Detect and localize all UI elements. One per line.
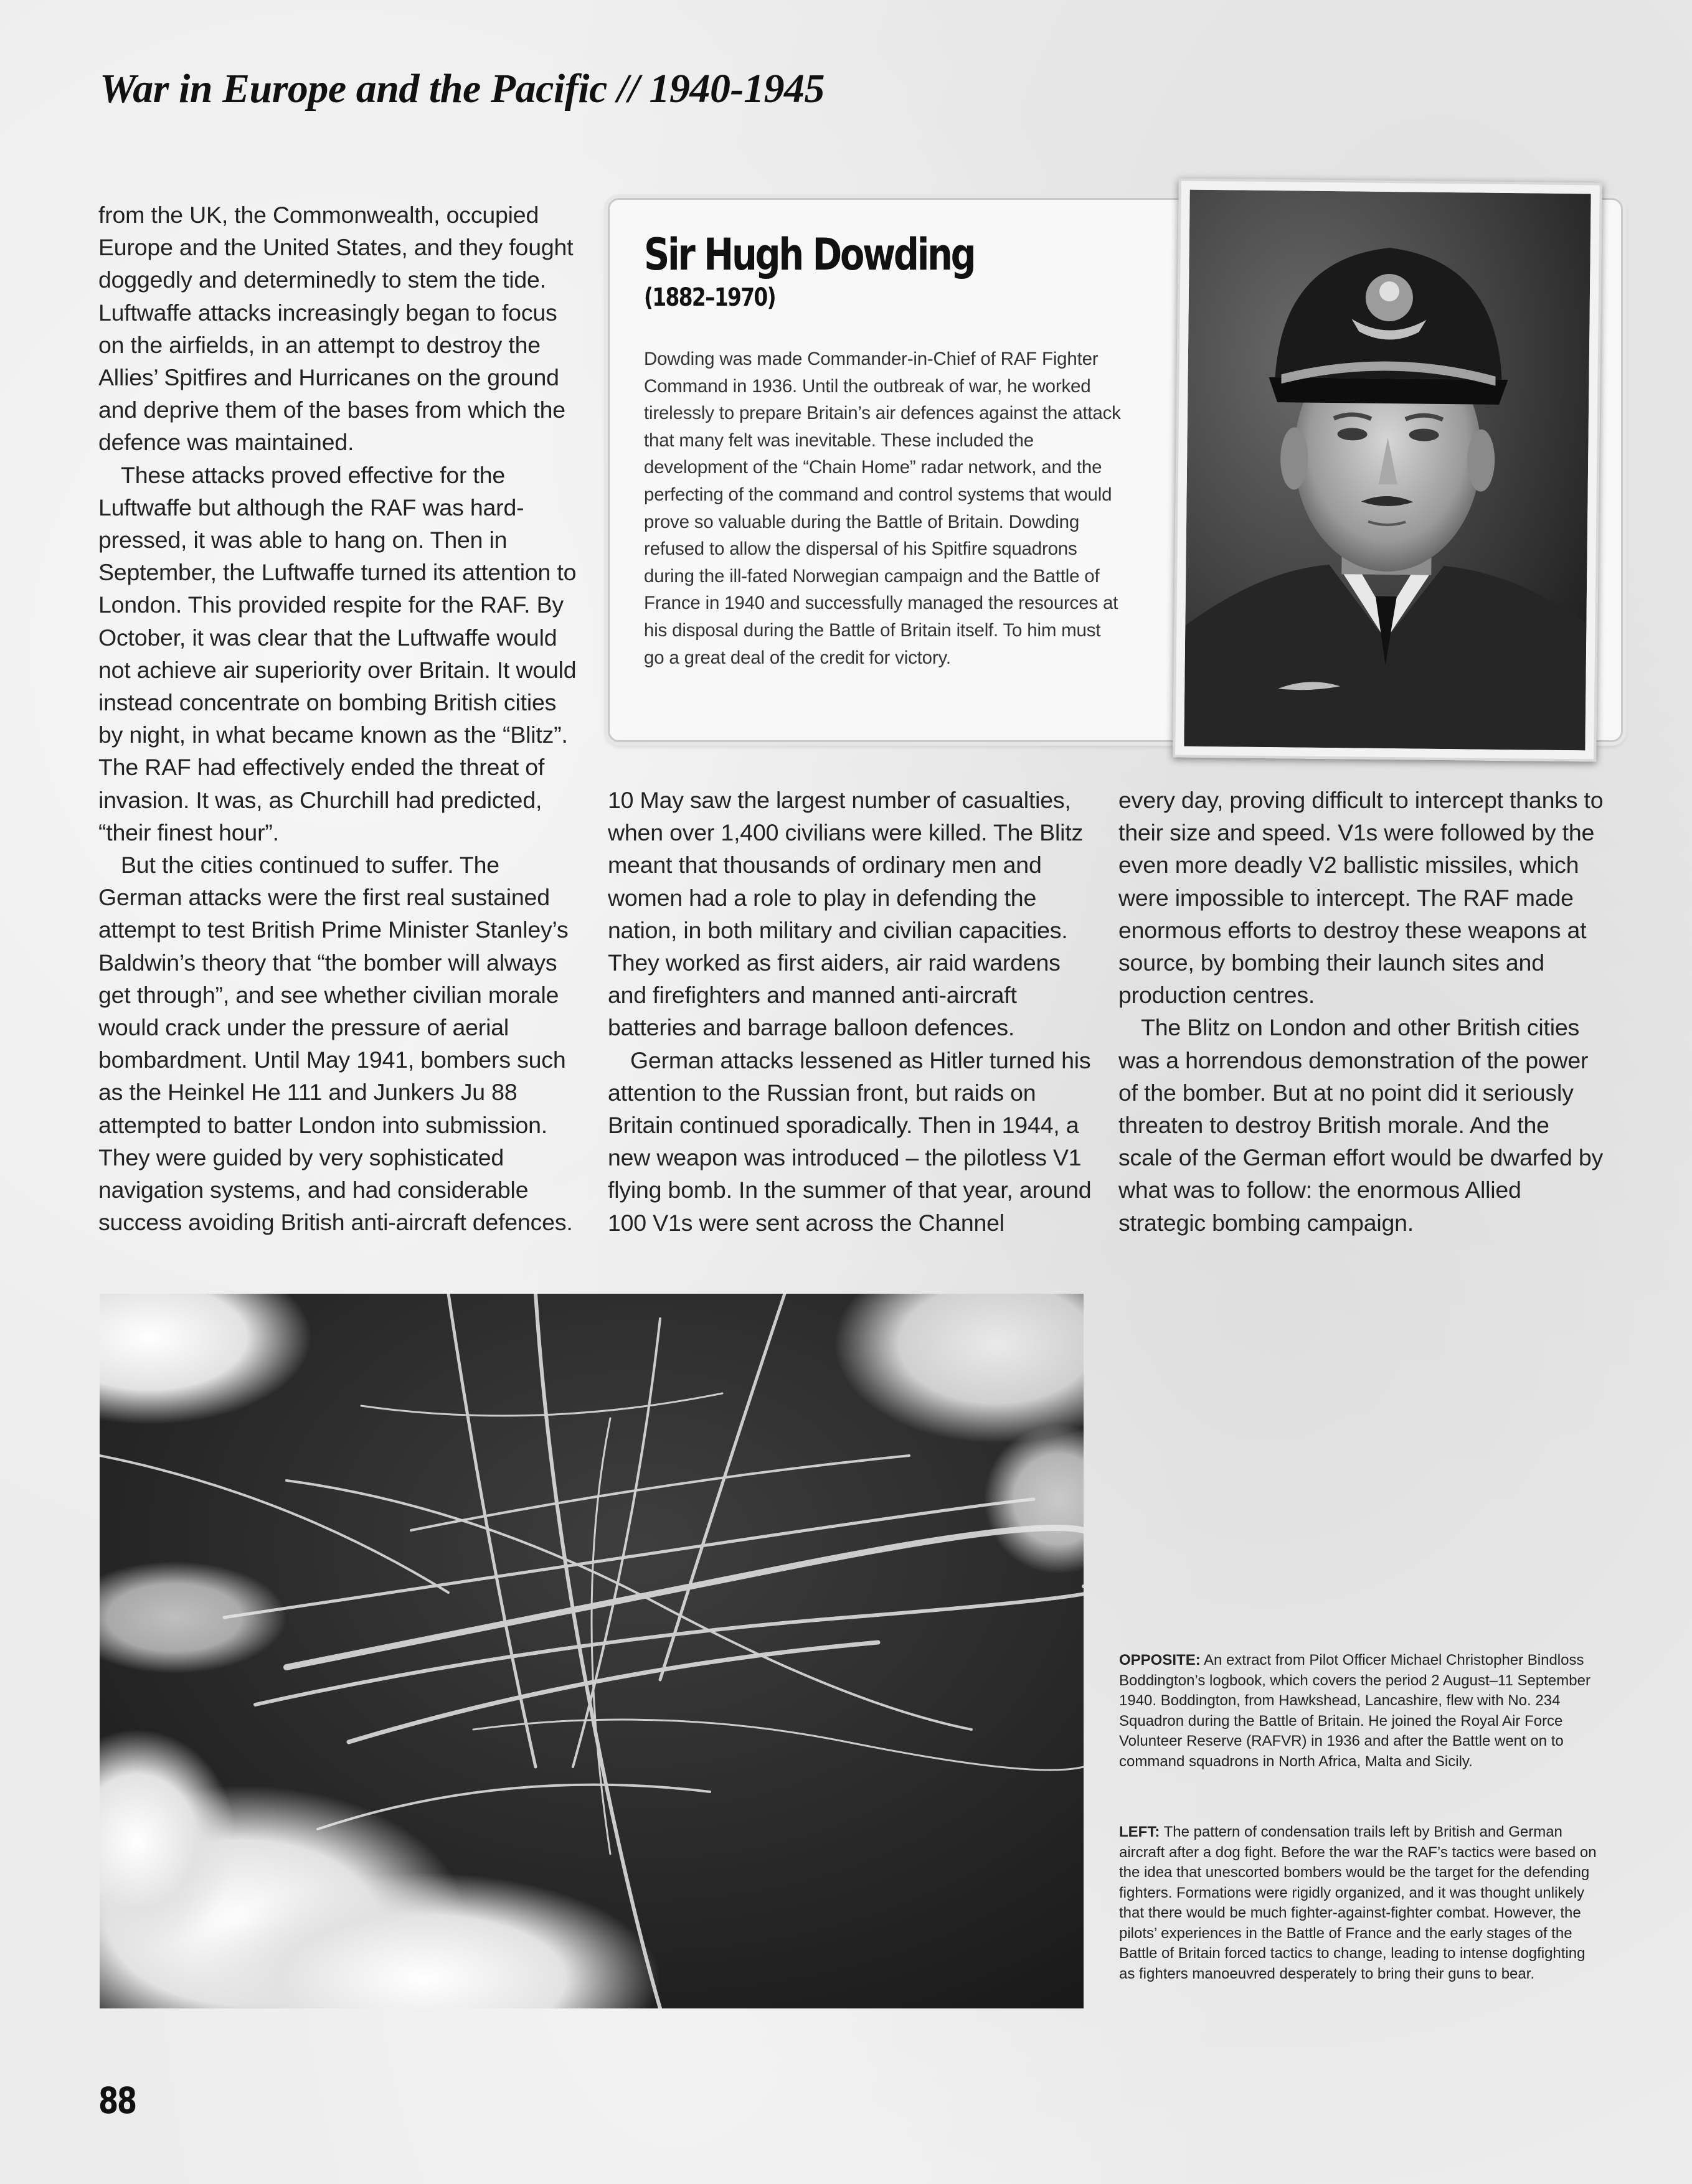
paragraph: from the UK, the Commonwealth, occupied Europe and the United States, and they fought doggedly and determinedly to stem the tide. Luftwaffe attacks increasingly began to focus on the airfields, in an attempt to destroy the Allies’ Spitfires and Hurricanes on the ground and deprive them of the bases from which the defence was maintained. — [98, 202, 574, 456]
caption-label: LEFT: — [1119, 1824, 1160, 1840]
body-column-3 — [1118, 784, 1604, 1239]
contrail-dogfight-photo — [100, 1294, 1084, 2008]
paragraph: The Blitz on London and other British cities was a horrendous demonstration of the power of the bomber. But at no point did it seriously threaten to destroy British morale. And the scale of the German effort would be dwarfed by what was to follow: the enormous Allied strategic bombing campaign. — [1118, 1014, 1604, 1236]
contrail-image — [100, 1294, 1084, 2008]
portrait-image — [1184, 190, 1590, 751]
caption-opposite — [1119, 1650, 1599, 1772]
sidebar-title: Sir Hugh Dowding — [644, 229, 975, 280]
paragraph: German attacks lessened as Hitler turned his attention to the Russian front, but raids on Britain continued sporadically. Then in 1944, a new weapon was introduced – the pilotless V1 flying bomb. In the summer of that year, around 100 V1s were sent across the Channel — [608, 1047, 1092, 1236]
paragraph: 10 May saw the largest number of casualties, when over 1,400 civilians were killed. The Blitz meant that thousands of ordinary men and women had a role to play in defending the nation, in both military and civilian capacities. They worked as first aiders, air raid wardens and firefighters and manned anti-aircraft batteries and barrage balloon defences. — [608, 787, 1083, 1041]
body-column-1 — [98, 199, 584, 1239]
paragraph: But the cities continued to suffer. The German attacks were the first real sustained attempt to test British Prime Minister Stanley’s Baldwin’s theory that “the bomber will always get through”, and see whether civilian morale would crack under the pressure of aerial bombardment. Until May 1941, bombers such as the Heinkel He 111 and Junkers Ju 88 attempted to batter London into submission. They were guided by very sophisticated navigation systems, and had considerable success avoiding British anti-aircraft defences. — [98, 852, 573, 1236]
paragraph: every day, proving difficult to intercept thanks to their size and speed. V1s were followed by the even more deadly V2 ballistic missiles, which were impossible to intercept. The RAF made enormous efforts to destroy these weapons at source, by bombing their launch sites and production centres. — [1118, 787, 1604, 1009]
caption-text: The pattern of condensation trails left by British and German aircraft after a dog fight. Before the war the RAF’s tactics were based on the idea that unescorted bombers would be the target for the defending fighters. Formations were rigidly organized, and it was thought unlikely that there would be much fighter-against-fighter combat. However, the pilots’ experiences in the Battle of France and the early stages of the Battle of Britain forced tactics to change, leading to intense dogfighting as fighters manoeuvred desperately to bring their guns to bear. — [1119, 1824, 1597, 1982]
dowding-portrait-photo — [1173, 178, 1602, 761]
caption-text: An extract from Pilot Officer Michael Christopher Bindloss Boddington’s logbook, which covers the period 2 August–11 September 1940. Boddington, from Hawkshead, Lancashire, flew with No. 234 Squadron during the Battle of Britain. He joined the Royal Air Force Volunteer Reserve (RAFVR) in 1936 and after the Battle went on to command squadrons in North Africa, Malta and Sicily. — [1119, 1652, 1590, 1770]
page-number: 88 — [98, 2079, 136, 2122]
caption-label: OPPOSITE: — [1119, 1652, 1201, 1669]
sidebar-body: Dowding was made Commander-in-Chief of RAF Fighter Command in 1936. Until the outbreak of war, he worked tirelessly to prepare Britain’s air defences against the attack that many felt was inevitable. These included the development of the “Chain Home” radar network, and the perfecting of the command and control systems that would prove so valuable during the Battle of Britain. Dowding refused to allow the dispersal of his Spitfire squadrons during the ill-fated Norwegian campaign and the Battle of France in 1940 and successfully managed the resources at his disposal during the Battle of Britain itself. To him must go a great deal of the credit for victory. — [644, 349, 1121, 668]
paragraph: These attacks proved effective for the Luftwaffe but although the RAF was hard-pressed, it was able to hang on. Then in September, the Luftwaffe turned its attention to London. This provided respite for the RAF. By October, it was clear that the Luftwaffe would not achieve air superiority over Britain. It would instead concentrate on bombing British cities by night, in what became known as the “Blitz”. The RAF had effectively ended the threat of invasion. It was, as Churchill had predicted, “their finest hour”. — [98, 461, 577, 845]
caption-left — [1119, 1822, 1599, 1984]
body-column-2 — [608, 784, 1094, 1239]
running-head: War in Europe and the Pacific // 1940-1945 — [100, 66, 825, 111]
sidebar-dates: (1882–1970) — [644, 283, 775, 312]
